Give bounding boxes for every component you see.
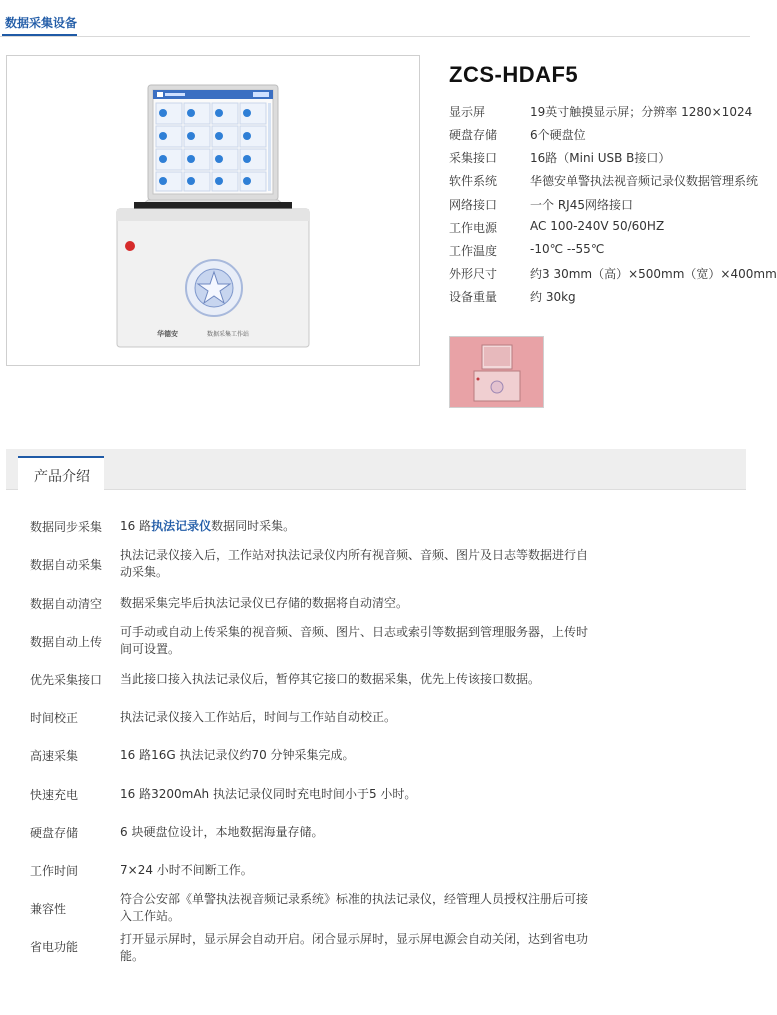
tab-product-intro[interactable] bbox=[18, 456, 104, 491]
feature-description: 执法记录仪接入后，工作站对执法记录仪内所有视音频、音频、图片及日志等数据进行自动采集。 bbox=[120, 548, 589, 579]
spec-label: 设备重量 bbox=[449, 290, 498, 304]
breadcrumb-title[interactable]: 数据采集设备 bbox=[5, 16, 78, 30]
spec-label: 工作温度 bbox=[449, 244, 498, 258]
feature-label: 数据自动上传 bbox=[30, 635, 103, 649]
feature-description bbox=[120, 518, 595, 535]
product-title: ZCS-HDAF5 bbox=[449, 62, 579, 87]
spec-value: -10℃ --55℃ bbox=[530, 242, 605, 256]
spec-label: 外形尺寸 bbox=[449, 267, 498, 281]
spec-value: AC 100-240V 50/60HZ bbox=[530, 219, 665, 233]
spec-label: 硬盘存储 bbox=[449, 128, 498, 142]
spec-value: 约3 30mm（高）×500mm（宽）×400mm bbox=[530, 267, 777, 281]
feature-label: 快速充电 bbox=[30, 788, 79, 802]
feature-label: 优先采集接口 bbox=[30, 673, 103, 687]
spec-label: 网络接口 bbox=[449, 198, 498, 212]
spec-value: 约 30kg bbox=[530, 290, 576, 304]
feature-label: 高速采集 bbox=[30, 749, 79, 763]
spec-label: 软件系统 bbox=[449, 174, 498, 188]
spec-label: 工作电源 bbox=[449, 221, 498, 235]
product-thumbnail[interactable] bbox=[449, 336, 544, 408]
police-emblem-icon bbox=[186, 260, 242, 316]
feature-description: 符合公安部《单警执法视音频记录系统》标准的执法记录仪，经管理人员授权注册后可接入工作站。 bbox=[120, 892, 589, 923]
tab-product-intro-label: 产品介绍 bbox=[34, 469, 90, 485]
spec-value: 华德安单警执法视音频记录仪数据管理系统 bbox=[530, 174, 759, 188]
feature-label: 数据同步采集 bbox=[30, 520, 103, 534]
spec-value: 一个 RJ45网络接口 bbox=[530, 198, 633, 212]
feature-label: 时间校正 bbox=[30, 711, 79, 725]
spec-label: 采集接口 bbox=[449, 151, 498, 165]
feature-description: 16 路16G 执法记录仪约70 分钟采集完成。 bbox=[120, 748, 355, 762]
feature-label: 硬盘存储 bbox=[30, 826, 79, 840]
feature-description: 16 路3200mAh 执法记录仪同时充电时间小于5 小时。 bbox=[120, 787, 417, 801]
spec-value: 16路（Mini USB B接口） bbox=[530, 151, 671, 165]
feature-label: 数据自动采集 bbox=[30, 558, 103, 572]
feature-description: 打开显示屏时，显示屏会自动开启。闭合显示屏时，显示屏电源会自动关闭，达到省电功能。 bbox=[120, 932, 589, 963]
feature-description: 可手动或自动上传采集的视音频、音频、图片、日志或索引等数据到管理服务器，上传时间可设置。 bbox=[120, 625, 589, 656]
feature-label: 数据自动清空 bbox=[30, 597, 103, 611]
spec-value: 6个硬盘位 bbox=[530, 128, 586, 142]
feature-label: 省电功能 bbox=[30, 940, 79, 954]
breadcrumb-underline bbox=[2, 34, 77, 36]
feature-description: 6 块硬盘位设计，本地数据海量存储。 bbox=[120, 825, 324, 839]
spec-value: 19英寸触摸显示屏；分辨率 1280×1024 bbox=[530, 105, 753, 119]
feature-description: 数据采集完毕后执法记录仪已存储的数据将自动清空。 bbox=[120, 596, 409, 610]
feature-label: 工作时间 bbox=[30, 864, 79, 878]
feature-desc-text: 16 路 bbox=[120, 519, 152, 533]
device-caption-text: 数据采集工作站 bbox=[207, 331, 250, 338]
tab-bar bbox=[6, 449, 746, 490]
workstation-illustration bbox=[7, 56, 419, 365]
feature-description: 7×24 小时不间断工作。 bbox=[120, 863, 253, 877]
breadcrumb-bar bbox=[0, 0, 750, 37]
device-brand-text: 华德安 bbox=[157, 330, 178, 338]
feature-desc-text: 数据同时采集。 bbox=[211, 519, 296, 533]
screen-tiles bbox=[156, 103, 271, 191]
spec-label: 显示屏 bbox=[449, 105, 486, 119]
feature-label: 兼容性 bbox=[30, 902, 67, 916]
product-main-image[interactable] bbox=[6, 55, 420, 366]
feature-description: 当此接口接入执法记录仪后，暂停其它接口的数据采集，优先上传该接口数据。 bbox=[120, 672, 541, 686]
thumbnail-workstation-icon bbox=[450, 337, 543, 407]
feature-desc-link[interactable]: 执法记录仪 bbox=[151, 519, 212, 533]
feature-description: 执法记录仪接入工作站后，时间与工作站自动校正。 bbox=[120, 710, 397, 724]
